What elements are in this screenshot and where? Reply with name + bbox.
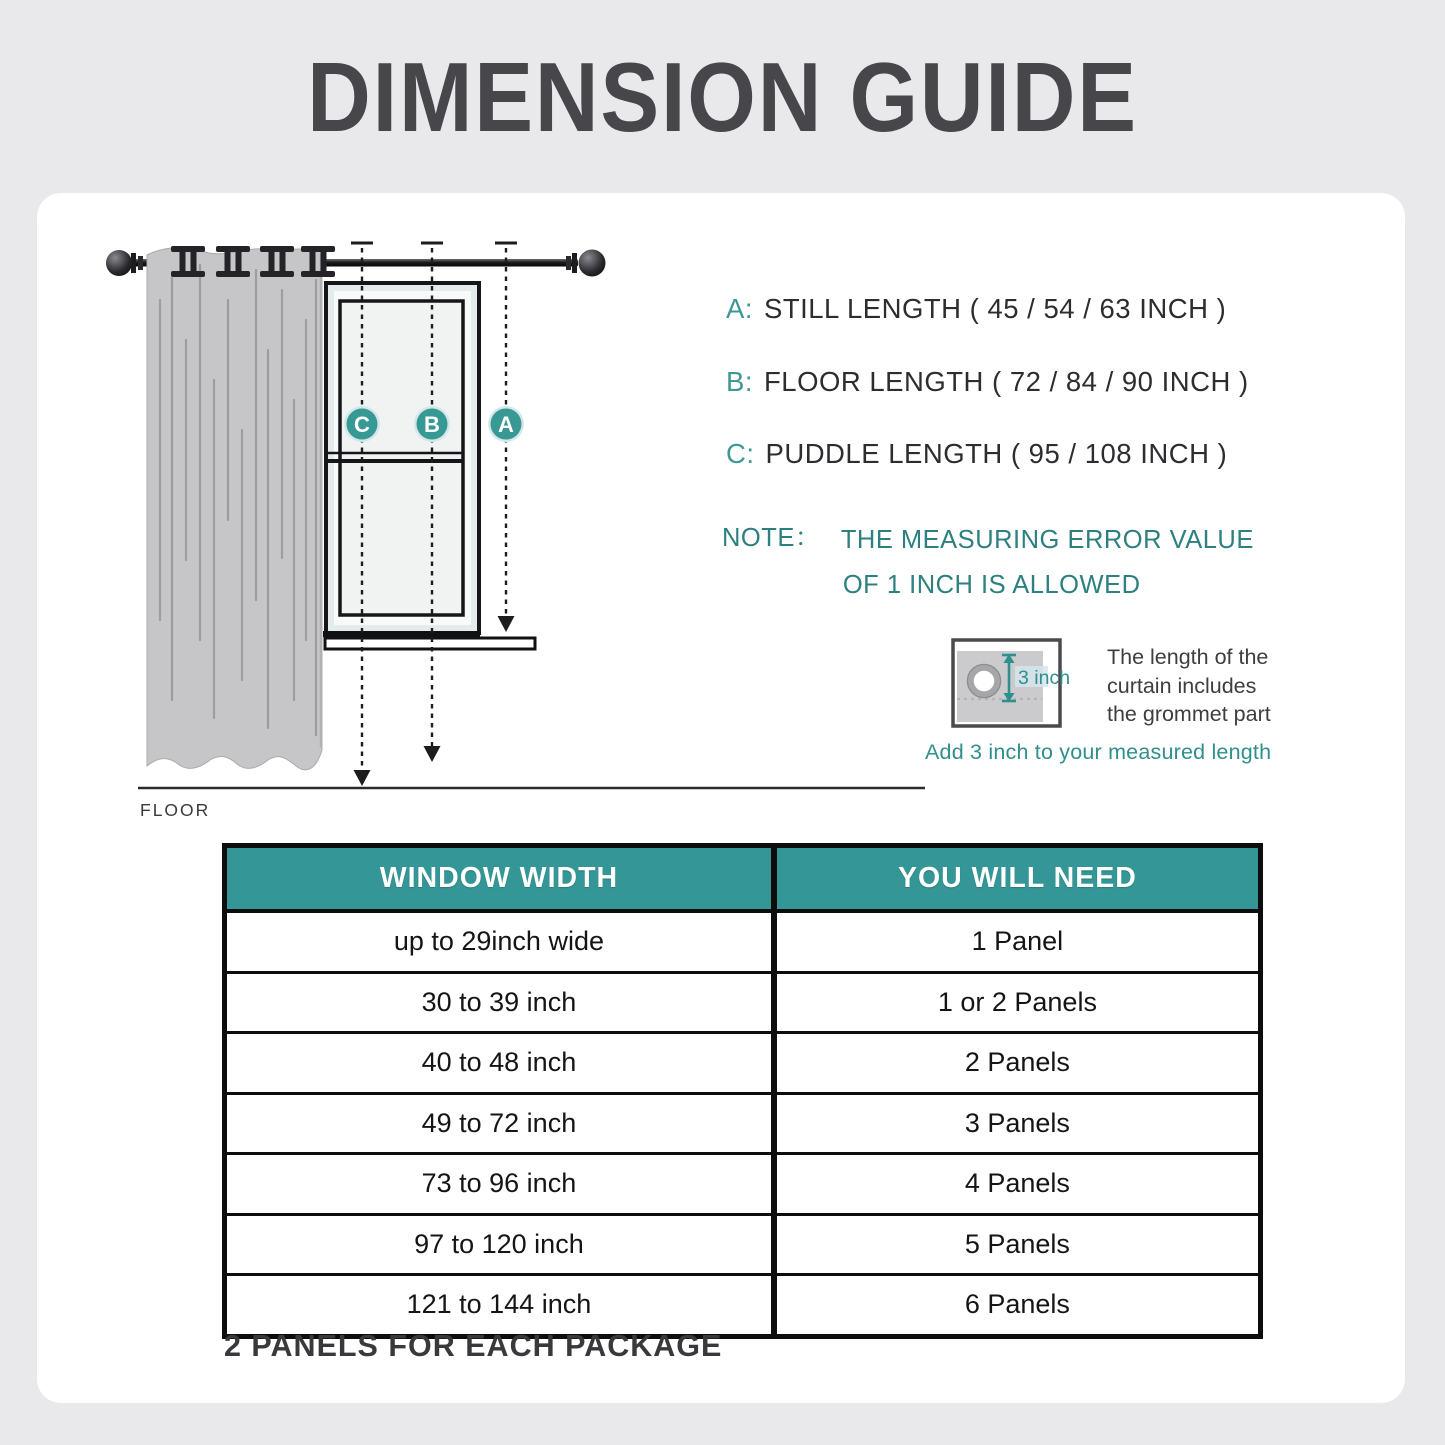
note-label: NOTE：	[722, 524, 821, 552]
cell-need-3: 3 Panels	[774, 1093, 1261, 1154]
table-header-window-width: WINDOW WIDTH	[225, 846, 774, 912]
grommet-desc-line-2: curtain includes	[1107, 673, 1257, 698]
cell-width-1: 30 to 39 inch	[225, 972, 774, 1033]
cell-need-2: 2 Panels	[774, 1033, 1261, 1094]
panel-size-table	[222, 843, 1263, 1339]
legend-text-a: STILL LENGTH ( 45 / 54 / 63 INCH )	[763, 293, 1227, 324]
three-inch-label: 3 inch	[1018, 667, 1071, 689]
window-sill-board	[325, 638, 535, 649]
legend-item-a	[726, 293, 1226, 325]
window-illustration	[323, 283, 535, 649]
length-markers	[344, 406, 524, 442]
table-row	[225, 972, 1261, 1033]
table-header-row	[225, 846, 1261, 912]
cell-need-5: 5 Panels	[774, 1214, 1261, 1275]
legend-key-a: A:	[726, 293, 753, 324]
legend-text-b: FLOOR LENGTH ( 72 / 84 / 90 INCH )	[763, 366, 1249, 397]
legend-item-b	[726, 366, 1249, 398]
rod-finial-right	[579, 250, 606, 277]
window-sill-edge	[323, 631, 480, 637]
floor-label: FLOOR	[140, 800, 211, 820]
legend-text-c: PUDDLE LENGTH ( 95 / 108 INCH )	[765, 438, 1228, 469]
note-line-2: OF 1 INCH IS ALLOWED	[842, 571, 1141, 599]
grommet-desc-line-1: The length of the	[1107, 645, 1269, 669]
marker-b-label: B	[424, 412, 440, 437]
table-row	[225, 1275, 1261, 1337]
cell-width-5: 97 to 120 inch	[225, 1214, 774, 1275]
cell-need-4: 4 Panels	[774, 1154, 1261, 1215]
grommet-desc-line-3: the grommet part	[1107, 702, 1271, 726]
table-row	[225, 1093, 1261, 1154]
measuring-note	[722, 518, 1254, 608]
grommet-description	[1107, 643, 1271, 729]
cell-width-6: 121 to 144 inch	[225, 1275, 774, 1337]
cell-width-4: 73 to 96 inch	[225, 1154, 774, 1215]
note-line-1: THE MEASURING ERROR VALUE	[840, 526, 1254, 554]
rod-finial-left	[106, 250, 132, 276]
table-row	[225, 1154, 1261, 1215]
curtain-panel	[147, 248, 322, 770]
cell-need-1: 1 or 2 Panels	[774, 972, 1261, 1033]
cell-need-6: 6 Panels	[774, 1275, 1261, 1337]
marker-c-label: C	[354, 412, 370, 437]
package-footnote: 2 PANELS FOR EACH PACKAGE	[224, 1329, 723, 1363]
table-row	[225, 1033, 1261, 1094]
legend-key-b: B:	[726, 366, 753, 397]
cell-width-2: 40 to 48 inch	[225, 1033, 774, 1094]
grommet-tip: Add 3 inch to your measured length	[925, 740, 1272, 764]
table-row	[225, 1214, 1261, 1275]
table-header-you-will-need: YOU WILL NEED	[774, 846, 1261, 912]
grommet-detail-diagram	[953, 640, 1070, 726]
table-row	[225, 911, 1261, 972]
cell-width-0: up to 29inch wide	[225, 911, 774, 972]
legend-key-c: C:	[726, 438, 755, 469]
page-title: DIMENSION GUIDE	[307, 42, 1138, 152]
cell-width-3: 49 to 72 inch	[225, 1093, 774, 1154]
legend-item-c	[726, 438, 1227, 470]
cell-need-0: 1 Panel	[774, 911, 1261, 972]
marker-a-label: A	[498, 412, 514, 437]
